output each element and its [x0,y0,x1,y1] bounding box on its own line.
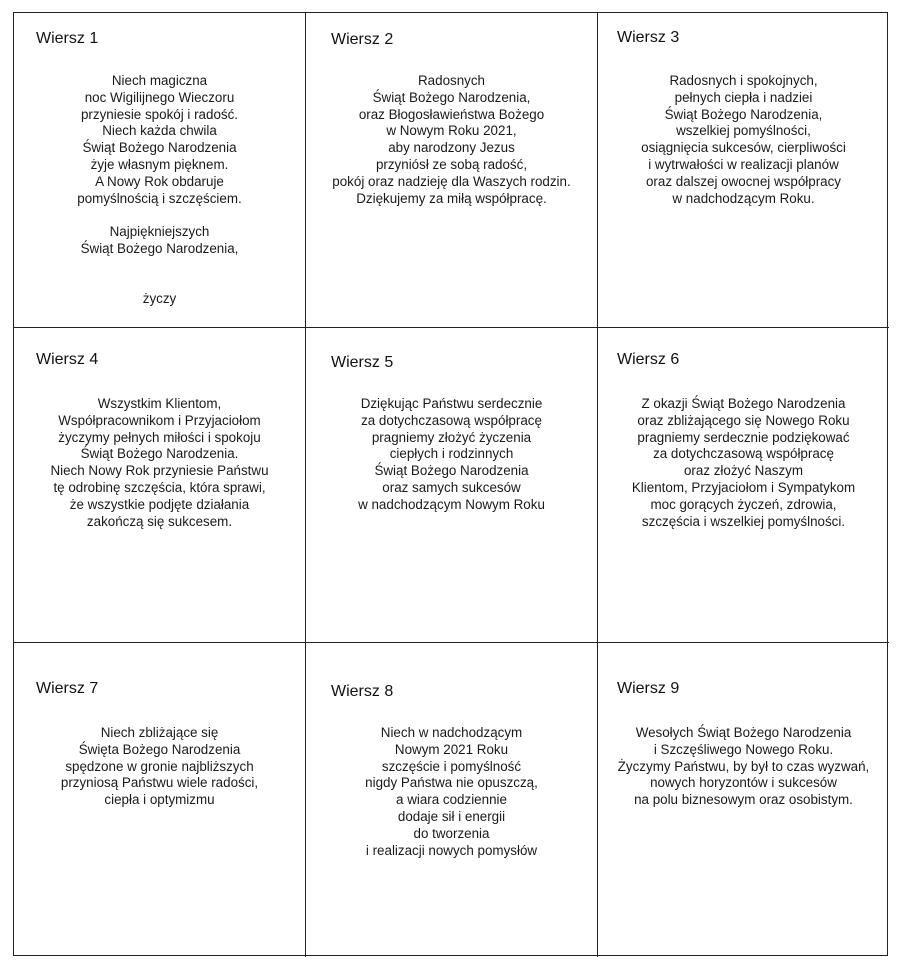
poem-line: moc gorących życzeń, zdrowia, [650,496,837,512]
poem-title: Wiersz 6 [617,351,680,368]
poem-line: spędzone w gronie najbliższych [65,758,254,774]
poem-title: Wiersz 7 [36,680,99,697]
poem-line: pomyślnością i szczęściem. [77,190,242,206]
poem-line: w nadchodzącym Roku. [672,190,815,206]
poem-line: Świąt Bożego Narodzenia [82,140,237,156]
poem-line: i realizacji nowych pomysłów [365,842,538,858]
poem-line: że wszystkie podjęte działania [69,496,250,512]
poem-line: noc Wigilijnego Wieczoru [84,89,235,105]
poem-line: i Szczęśliwego Nowego Roku. [653,741,834,757]
poem-line: wszelkiej pomyślności, [676,123,811,139]
poem-line: szczęścia i wszelkiej pomyślności. [641,513,846,529]
poem-line: Niech Nowy Rok przyniesie Państwu [50,463,269,479]
poem-line: w Nowym Roku 2021, [386,123,517,139]
poem-line: życzy [142,291,177,307]
poem-line: zakończą się sukcesem. [86,513,233,529]
poem-line: nowych horyzontów i sukcesów [650,775,837,791]
poem-line: oraz Błogosławieństwa Bożego [358,106,545,122]
poem-line: i wytrwałości w realizacji planów [648,156,839,172]
poem-line: Życzymy Państwu, by był to czas wyzwań, [617,758,870,774]
poem-line: Niech magiczna [111,73,208,88]
poem-body [598,396,889,530]
poem-line: ciepłych i rodzinnych [389,446,514,462]
poem-line: do tworzenia [413,825,490,841]
poem-body [306,73,597,207]
poem-line: przyniosą Państwu wiele radości, [60,775,259,791]
poem-line: Święta Bożego Narodzenia [78,741,241,757]
poem-line: oraz zbliżającego się Nowego Roku [637,412,850,428]
poem-line: na polu biznesowym oraz osobistym. [634,792,853,808]
poem-cell-9 [598,643,889,957]
poem-line: Niech każda chwila [102,123,217,139]
poem-line: Świąt Bożego Narodzenia [374,463,529,479]
poem-cell-5 [306,328,598,643]
poem-line [14,275,305,292]
poem-cell-2 [306,13,598,328]
poem-line: Niech w nadchodzącym [380,725,523,740]
poem-body [598,725,889,809]
poem-line: pragniemy serdecznie podziękować [637,429,850,445]
poem-line: Z okazji Świąt Bożego Narodzenia [641,396,846,411]
poem-line: Niech zbliżające się [100,725,219,740]
poem-line: pełnych ciepła i nadziei [674,89,813,105]
poem-line: szczęście i pomyślność [381,758,522,774]
poem-line: Klientom, Przyjaciołom i Sympatykom [631,479,856,495]
poem-line: a wiara codziennie [396,792,507,808]
poem-line: Wesołych Świąt Bożego Narodzenia [635,725,852,740]
poem-line: osiągnięcia sukcesów, cierpliwości [641,140,846,156]
poem-title: Wiersz 9 [617,680,680,697]
poem-body [14,725,305,809]
poem-line: Współpracownikom i Przyjaciołom [58,412,261,428]
poem-line: przyniesie spokój i radość. [80,106,239,122]
poem-line: oraz samych sukcesów [382,479,521,495]
poem-line: Dziękujemy za miłą współpracę. [356,190,547,206]
poem-line: Świąt Bożego Narodzenia, [664,106,823,122]
poem-cell-7 [14,643,306,957]
poem-body [306,725,597,859]
poem-title: Wiersz 5 [331,354,394,371]
poem-line: pokój oraz nadzieję dla Waszych rodzin. [332,173,571,189]
poem-line: w nadchodzącym Nowym Roku [358,496,545,512]
poem-line: Najpiękniejszych [109,224,210,240]
poem-line: życzymy pełnych miłości i spokoju [58,429,261,445]
poem-title: Wiersz 4 [36,351,99,368]
poem-title: Wiersz 3 [617,29,680,46]
poem-line: Świąt Bożego Narodzenia. [80,446,239,462]
poem-line: tę odrobinę szczęścia, która sprawi, [53,479,266,495]
poem-title: Wiersz 2 [331,31,394,48]
poem-cell-1 [14,13,306,328]
poem-line: A Nowy Rok obdaruje [95,173,224,189]
poem-body [598,73,889,207]
poem-cell-8 [306,643,598,957]
poem-line [14,207,305,224]
poem-line: Dziękując Państwu serdecznie [360,396,543,411]
poem-grid [13,12,888,956]
poem-body [14,73,305,308]
poem-line: Świąt Bożego Narodzenia, [372,89,531,105]
poem-line: Radosnych i spokojnych, [669,73,818,88]
poem-line: przyniósł ze sobą radość, [375,156,528,172]
poem-line: pragniemy złożyć życzenia [371,429,532,445]
poem-cell-4 [14,328,306,643]
poem-line: Świąt Bożego Narodzenia, [80,240,239,256]
poem-line: za dotychczasową współpracę [361,412,542,428]
poem-line: ciepła i optymizmu [104,792,215,808]
poem-title: Wiersz 1 [36,30,99,47]
poem-line: Radosnych [418,73,485,88]
poem-line: oraz dalszej owocnej współpracy [645,173,841,189]
poem-title: Wiersz 8 [331,683,394,700]
poem-line: nigdy Państwa nie opuszczą, [365,775,538,791]
poem-cell-3 [598,13,889,328]
poem-line: dodaje sił i energii [397,808,506,824]
poem-line: żyje własnym pięknem. [90,156,229,172]
poem-line: za dotychczasową współpracę [653,446,834,462]
poem-body [306,396,597,514]
poem-body [14,396,305,530]
poem-cell-6 [598,328,889,643]
poem-line: oraz złożyć Naszym [683,463,804,479]
poem-line [14,258,305,275]
poem-line: aby narodzony Jezus [388,140,515,156]
poem-line: Wszystkim Klientom, [97,396,222,411]
poem-line: Nowym 2021 Roku [394,741,509,757]
